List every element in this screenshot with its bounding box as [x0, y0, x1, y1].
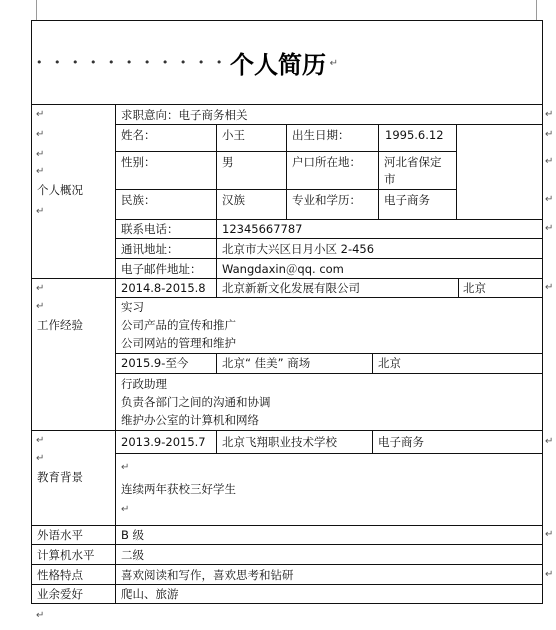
paragraph-mark: ↵: [329, 58, 339, 69]
paragraph-mark: ↵: [36, 301, 45, 312]
major-value: 电子商务: [384, 193, 430, 207]
gender-value: 男: [222, 155, 234, 169]
work-1-line: 公司网站的管理和维护: [121, 336, 236, 350]
paragraph-mark: ↵: [36, 109, 45, 120]
work-1-company: 北京新新文化发展有限公司: [222, 281, 360, 295]
row-end-mark: ↵: [545, 282, 554, 293]
birth-value: 1995.6.12: [385, 128, 444, 142]
section-label-education: 教育背景: [37, 470, 83, 484]
name-label: 姓名：: [121, 128, 156, 142]
hukou-value-cont: 市: [384, 172, 396, 186]
work-2-line: 行政助理: [121, 377, 167, 391]
hukou-label: 户口所在地：: [292, 155, 361, 169]
page-title: 个人简历: [230, 50, 326, 79]
section-label-language: 外语水平: [37, 528, 83, 542]
paragraph-mark: ↵: [36, 453, 45, 464]
computer-value: 二级: [121, 548, 144, 562]
name-value: 小王: [222, 128, 245, 142]
job-objective: 求职意向：电子商务相关: [121, 108, 248, 122]
row-end-mark: ↵: [545, 529, 554, 540]
ethnic-value: 汉族: [222, 193, 245, 207]
language-value: B 级: [121, 528, 145, 542]
page-corner-mark: [36, 0, 37, 20]
address-label: 通讯地址：: [121, 242, 179, 256]
row-end-mark: ↵: [545, 436, 554, 447]
page-corner-mark: [536, 0, 537, 20]
edu-school: 北京飞翔职业技术学校: [222, 435, 337, 449]
ethnic-label: 民族：: [121, 193, 156, 207]
work-2-company: 北京“ 佳美” 商场: [222, 356, 311, 370]
work-1-period: 2014.8-2015.8: [121, 281, 206, 295]
section-label-computer: 计算机水平: [37, 548, 95, 562]
edu-honor: 连续两年获校三好学生: [121, 482, 236, 496]
paragraph-mark: ↵: [36, 610, 45, 621]
address-value: 北京市大兴区日月小区 2-456: [222, 242, 375, 256]
row-end-mark: ↵: [545, 129, 554, 140]
hukou-value: 河北省保定: [384, 155, 442, 169]
paragraph-mark: ↵: [36, 149, 45, 160]
paragraph-mark: ↵: [121, 504, 130, 515]
gender-label: 性别：: [121, 155, 156, 169]
work-2-city: 北京: [378, 356, 401, 370]
character-value: 喜欢阅读和写作，喜欢思考和钻研: [121, 568, 294, 582]
section-label-overview: 个人概况: [37, 183, 83, 197]
hobby-value: 爬山、旅游: [121, 587, 179, 601]
work-2-line: 负责各部门之间的沟通和协调: [121, 395, 271, 409]
paragraph-mark: ↵: [121, 462, 130, 473]
work-1-line: 公司产品的宣传和推广: [121, 318, 236, 332]
paragraph-mark: ↵: [36, 435, 45, 446]
birth-label: 出生日期：: [292, 128, 350, 142]
title-leader-dots: • • • • • • • • • • •: [36, 56, 227, 69]
work-2-line: 维护办公室的计算机和网络: [121, 413, 259, 427]
email-value: Wangdaxin＠qq. com: [222, 262, 344, 276]
phone-label: 联系电话：: [121, 222, 179, 236]
row-end-mark: ↵: [545, 569, 554, 580]
paragraph-mark: ↵: [36, 129, 45, 140]
section-label-hobby: 业余爱好: [37, 587, 83, 601]
major-label: 专业和学历：: [292, 193, 361, 207]
row-end-mark: ↵: [545, 109, 554, 120]
paragraph-mark: ↵: [36, 206, 45, 217]
email-label: 电子邮件地址：: [121, 262, 202, 276]
section-label-work: 工作经验: [37, 318, 83, 332]
paragraph-mark: ↵: [36, 166, 45, 177]
row-end-mark: ↵: [545, 194, 554, 205]
edu-period: 2013.9-2015.7: [121, 435, 206, 449]
phone-value: 12345667787: [222, 222, 303, 236]
resume-title-line: [36, 45, 338, 80]
edu-major: 电子商务: [378, 435, 424, 449]
row-end-mark: ↵: [545, 223, 554, 234]
work-1-line: 实习: [121, 300, 144, 314]
work-1-city: 北京: [463, 281, 486, 295]
section-label-character: 性格特点: [37, 568, 83, 582]
row-end-mark: ↵: [545, 156, 554, 167]
work-2-period: 2015.9-至今: [121, 356, 189, 370]
paragraph-mark: ↵: [36, 283, 45, 294]
